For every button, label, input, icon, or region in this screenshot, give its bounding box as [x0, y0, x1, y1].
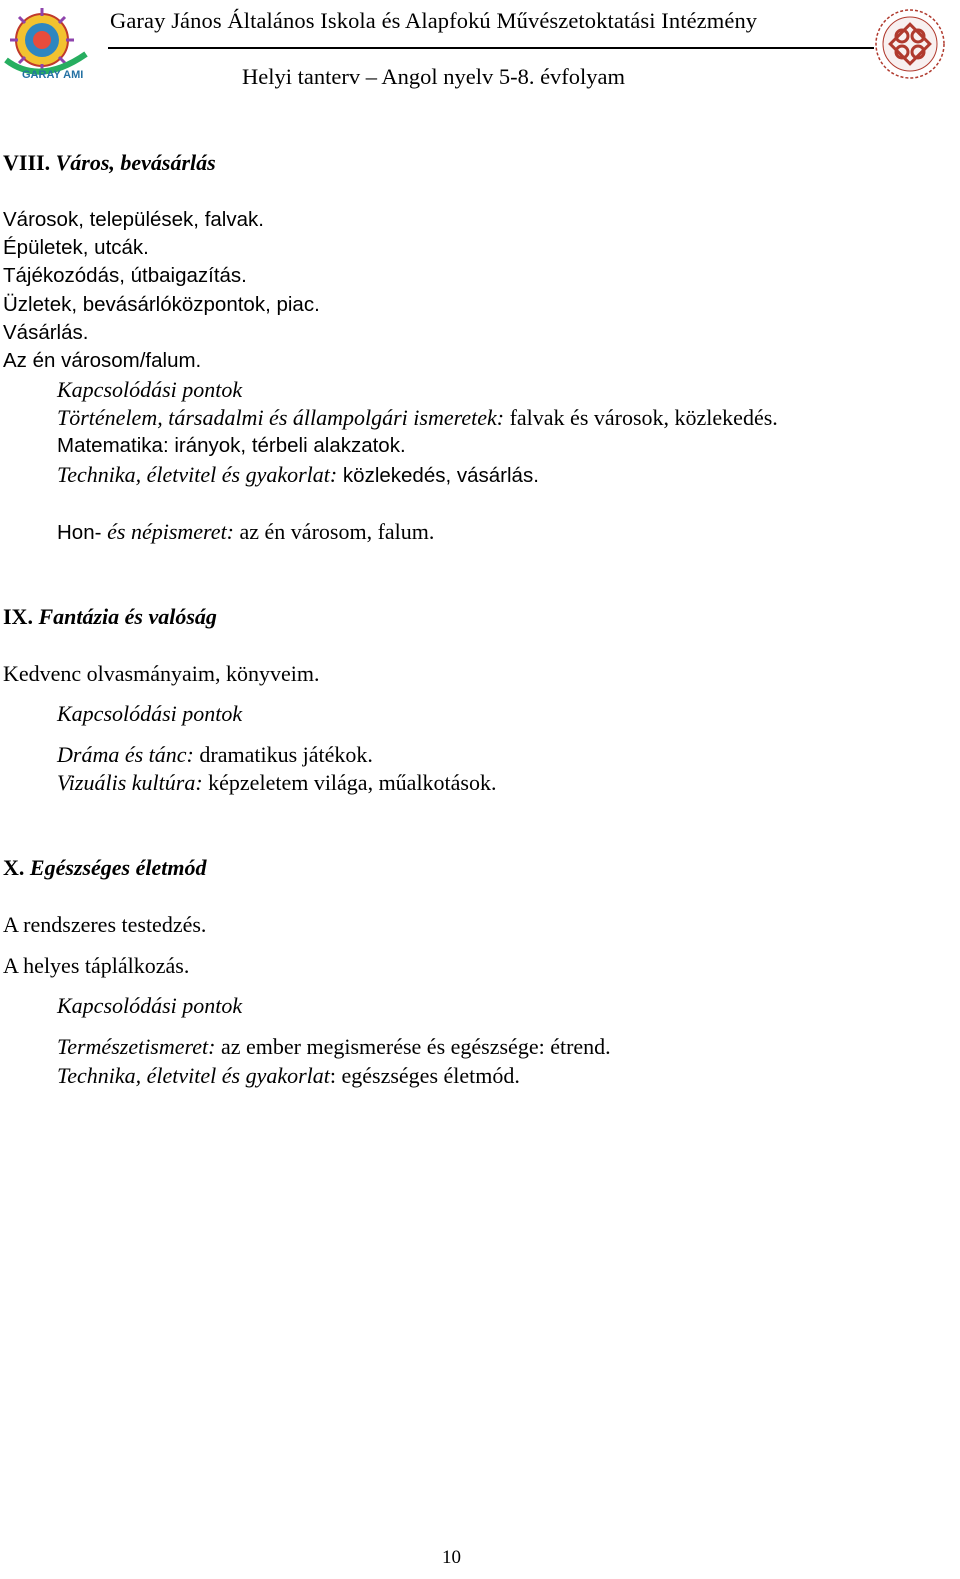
section-heading — [3, 606, 217, 628]
topic-line: Épületek, utcák. — [3, 236, 149, 259]
connection-subject: és népismeret: — [107, 519, 235, 544]
connection-line — [57, 744, 373, 766]
svg-text:GARAY AMI: GARAY AMI — [22, 69, 84, 81]
connection-line — [57, 464, 539, 487]
connection-text: irányok, térbeli alakzatok. — [168, 434, 406, 457]
connection-line — [57, 407, 778, 429]
connection-subject: Matematika: — [57, 434, 169, 457]
section-number: X. — [3, 855, 25, 880]
section-title: Város, bevásárlás — [55, 150, 216, 175]
connection-text: az ember megismerése és egészsége: étrend. — [215, 1034, 611, 1059]
connection-subject: Technika, életvitel és gyakorlat: — [57, 462, 338, 487]
topic-line: A helyes táplálkozás. — [3, 953, 190, 978]
connection-subject: Technika, életvitel és gyakorlat — [57, 1063, 330, 1088]
connection-line — [57, 1065, 520, 1087]
connection-line — [57, 772, 497, 794]
connection-subject-prefix: Hon- — [57, 521, 108, 544]
connection-text: : egészséges életmód. — [329, 1063, 520, 1088]
section-heading — [3, 152, 216, 174]
school-logo — [0, 4, 96, 82]
topic-line: Kedvenc olvasmányaim, könyveim. — [3, 661, 320, 686]
connection-line — [57, 1036, 611, 1058]
section-title: Fantázia és valóság — [38, 604, 217, 629]
header-divider — [108, 47, 874, 49]
connection-text: az én városom, falum. — [234, 519, 435, 544]
topic-line: Tájékozódás, útbaigazítás. — [3, 264, 247, 287]
topic-line: Városok, települések, falvak. — [3, 208, 264, 231]
topic-line: Vásárlás. — [3, 321, 89, 344]
connection-subject: Dráma és tánc: — [57, 742, 194, 767]
connection-subject: Természetismeret: — [57, 1034, 216, 1059]
section-number: IX. — [3, 604, 33, 629]
connection-text: falvak és városok, közlekedés. — [504, 405, 778, 430]
connection-text: dramatikus játékok. — [193, 742, 373, 767]
connections-label: Kapcsolódási pontok — [57, 377, 243, 402]
connections-label: Kapcsolódási pontok — [57, 993, 243, 1018]
connection-line — [57, 436, 406, 457]
connections-label: Kapcsolódási pontok — [57, 701, 243, 726]
connection-text: közlekedés, vásárlás. — [337, 464, 539, 487]
connection-subject: Vizuális kultúra: — [57, 770, 203, 795]
school-name: Garay János Általános Iskola és Alapfokú Művészetoktatási Intézmény — [110, 8, 758, 33]
connection-line — [57, 521, 434, 544]
connection-text: képzeletem világa, műalkotások. — [202, 770, 497, 795]
document-subtitle: Helyi tanterv – Angol nyelv 5-8. évfolyam — [242, 64, 626, 89]
topic-line: Üzletek, bevásárlóközpontok, piac. — [3, 293, 320, 316]
section-number: VIII. — [3, 150, 51, 175]
connection-subject: Történelem, társadalmi és állampolgári ismeretek: — [57, 405, 505, 430]
ornament-seal-icon — [872, 6, 948, 82]
page-number: 10 — [442, 1547, 461, 1568]
topic-line: Az én városom/falum. — [3, 349, 202, 372]
topic-line: A rendszeres testedzés. — [3, 912, 207, 937]
section-title: Egészséges életmód — [29, 855, 207, 880]
section-heading — [3, 857, 206, 879]
